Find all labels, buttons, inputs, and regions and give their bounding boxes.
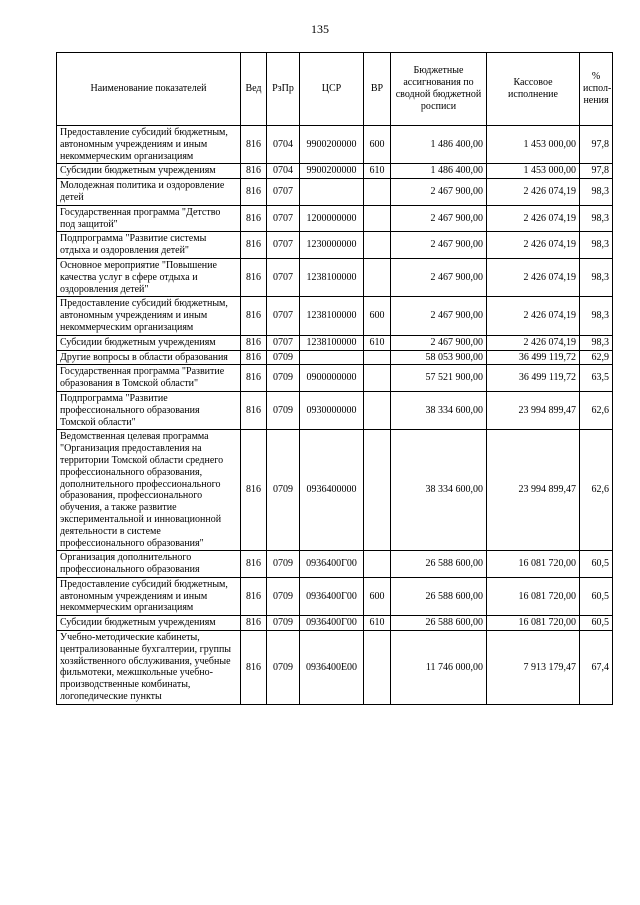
cell-assignments: 2 467 900,00 — [391, 335, 487, 350]
table-row — [57, 616, 613, 631]
cell-rzpr: 0709 — [267, 551, 300, 578]
cell-vr: 600 — [364, 297, 391, 335]
cell-name: Предоставление субсидий бюджетным, автономным учреждениям и иным некоммерческим организациям — [57, 297, 241, 335]
cell-rzpr: 0707 — [267, 258, 300, 296]
cell-vr — [364, 551, 391, 578]
cell-ved: 816 — [241, 126, 267, 164]
cell-rzpr: 0707 — [267, 297, 300, 335]
cell-csr: 0930000000 — [300, 391, 364, 429]
cell-name: Предоставление субсидий бюджетным, автономным учреждениям и иным некоммерческим организациям — [57, 126, 241, 164]
table-row — [57, 258, 613, 296]
cell-csr: 1238100000 — [300, 297, 364, 335]
cell-rzpr: 0709 — [267, 430, 300, 551]
cell-cash-execution: 1 453 000,00 — [487, 126, 580, 164]
cell-rzpr: 0709 — [267, 616, 300, 631]
table-row — [57, 430, 613, 551]
cell-percent: 62,6 — [580, 430, 613, 551]
cell-percent: 98,3 — [580, 297, 613, 335]
header-name: Наименование показателей — [57, 53, 241, 126]
cell-percent: 98,3 — [580, 258, 613, 296]
cell-rzpr: 0709 — [267, 391, 300, 429]
cell-csr: 9900200000 — [300, 126, 364, 164]
cell-name: Подпрограмма "Развитие профессионального образования Томской области" — [57, 391, 241, 429]
cell-ved: 816 — [241, 631, 267, 705]
header-percent: % испол-нения — [580, 53, 613, 126]
cell-assignments: 2 467 900,00 — [391, 205, 487, 232]
cell-percent: 62,9 — [580, 350, 613, 365]
cell-assignments: 1 486 400,00 — [391, 164, 487, 179]
table-row — [57, 577, 613, 615]
table-row — [57, 297, 613, 335]
cell-ved: 816 — [241, 164, 267, 179]
cell-cash-execution: 2 426 074,19 — [487, 335, 580, 350]
cell-csr: 9900200000 — [300, 164, 364, 179]
cell-assignments: 38 334 600,00 — [391, 391, 487, 429]
cell-percent: 97,8 — [580, 164, 613, 179]
cell-assignments: 1 486 400,00 — [391, 126, 487, 164]
cell-vr — [364, 365, 391, 392]
cell-vr — [364, 205, 391, 232]
page-number: 135 — [311, 22, 329, 36]
budget-table — [56, 52, 613, 705]
cell-name: Субсидии бюджетным учреждениям — [57, 616, 241, 631]
cell-cash-execution: 1 453 000,00 — [487, 164, 580, 179]
cell-vr — [364, 258, 391, 296]
cell-vr — [364, 232, 391, 259]
cell-name: Учебно-методические кабинеты, централизованные бухгалтерии, группы хозяйственного обслуживания, учебные фильмотеки, межшкольные учебно-производственные комбинаты, логопедические пункты — [57, 631, 241, 705]
cell-assignments: 2 467 900,00 — [391, 258, 487, 296]
table-header-row — [57, 53, 613, 126]
cell-cash-execution: 7 913 179,47 — [487, 631, 580, 705]
cell-cash-execution: 16 081 720,00 — [487, 577, 580, 615]
cell-ved: 816 — [241, 616, 267, 631]
cell-csr: 1230000000 — [300, 232, 364, 259]
cell-percent: 67,4 — [580, 631, 613, 705]
cell-cash-execution: 16 081 720,00 — [487, 551, 580, 578]
table-row — [57, 126, 613, 164]
cell-percent: 98,3 — [580, 179, 613, 206]
cell-assignments: 26 588 600,00 — [391, 551, 487, 578]
cell-ved: 816 — [241, 335, 267, 350]
cell-cash-execution: 2 426 074,19 — [487, 232, 580, 259]
cell-percent: 62,6 — [580, 391, 613, 429]
cell-percent: 60,5 — [580, 577, 613, 615]
table-row — [57, 335, 613, 350]
cell-cash-execution: 36 499 119,72 — [487, 365, 580, 392]
cell-name: Субсидии бюджетным учреждениям — [57, 164, 241, 179]
cell-ved: 816 — [241, 577, 267, 615]
cell-rzpr: 0709 — [267, 631, 300, 705]
table-row — [57, 205, 613, 232]
cell-name: Государственная программа "Развитие образования в Томской области" — [57, 365, 241, 392]
cell-rzpr: 0707 — [267, 335, 300, 350]
cell-assignments: 2 467 900,00 — [391, 297, 487, 335]
cell-rzpr: 0709 — [267, 577, 300, 615]
cell-percent: 97,8 — [580, 126, 613, 164]
cell-name: Другие вопросы в области образования — [57, 350, 241, 365]
cell-csr: 0936400000 — [300, 430, 364, 551]
cell-percent: 60,5 — [580, 616, 613, 631]
cell-vr — [364, 350, 391, 365]
table-row — [57, 551, 613, 578]
cell-assignments: 2 467 900,00 — [391, 179, 487, 206]
cell-cash-execution: 2 426 074,19 — [487, 179, 580, 206]
cell-assignments: 26 588 600,00 — [391, 577, 487, 615]
cell-percent: 60,5 — [580, 551, 613, 578]
cell-assignments: 11 746 000,00 — [391, 631, 487, 705]
cell-name: Подпрограмма "Развитие системы отдыха и оздоровления детей" — [57, 232, 241, 259]
cell-ved: 816 — [241, 179, 267, 206]
header-assignments: Бюджетные ассигнования по сводной бюджетной росписи — [391, 53, 487, 126]
cell-vr — [364, 631, 391, 705]
table-row — [57, 164, 613, 179]
cell-rzpr: 0704 — [267, 126, 300, 164]
cell-vr: 600 — [364, 126, 391, 164]
cell-cash-execution: 16 081 720,00 — [487, 616, 580, 631]
cell-csr: 1200000000 — [300, 205, 364, 232]
cell-cash-execution: 36 499 119,72 — [487, 350, 580, 365]
cell-name: Ведомственная целевая программа "Организация предоставления на территории Томской области среднего профессионального образования, дополнительного профессионального образования, профессионального обучения, а также развитие экспериментальной и инновационной деятельности в системе профессионального образования" — [57, 430, 241, 551]
cell-ved: 816 — [241, 391, 267, 429]
cell-percent: 98,3 — [580, 232, 613, 259]
cell-csr: 0936400Е00 — [300, 631, 364, 705]
table-row — [57, 391, 613, 429]
header-ved: Вед — [241, 53, 267, 126]
cell-ved: 816 — [241, 350, 267, 365]
cell-vr: 610 — [364, 616, 391, 631]
cell-ved: 816 — [241, 297, 267, 335]
header-rzpr: РзПр — [267, 53, 300, 126]
cell-ved: 816 — [241, 232, 267, 259]
cell-vr — [364, 391, 391, 429]
header-vr: ВР — [364, 53, 391, 126]
cell-assignments: 26 588 600,00 — [391, 616, 487, 631]
cell-percent: 98,3 — [580, 335, 613, 350]
cell-percent: 63,5 — [580, 365, 613, 392]
cell-name: Организация дополнительного профессионального образования — [57, 551, 241, 578]
cell-ved: 816 — [241, 258, 267, 296]
cell-csr — [300, 179, 364, 206]
cell-name: Предоставление субсидий бюджетным, автономным учреждениям и иным некоммерческим организациям — [57, 577, 241, 615]
cell-name: Государственная программа "Детство под защитой" — [57, 205, 241, 232]
cell-csr: 0900000000 — [300, 365, 364, 392]
table-row — [57, 631, 613, 705]
cell-csr: 1238100000 — [300, 335, 364, 350]
cell-ved: 816 — [241, 430, 267, 551]
cell-name: Основное мероприятие "Повышение качества услуг в сфере отдыха и оздоровления детей" — [57, 258, 241, 296]
cell-assignments: 58 053 900,00 — [391, 350, 487, 365]
cell-ved: 816 — [241, 551, 267, 578]
cell-vr: 610 — [364, 335, 391, 350]
cell-rzpr: 0709 — [267, 350, 300, 365]
cell-csr: 0936400Г00 — [300, 577, 364, 615]
cell-cash-execution: 2 426 074,19 — [487, 297, 580, 335]
table-row — [57, 350, 613, 365]
table-row — [57, 179, 613, 206]
cell-csr: 0936400Г00 — [300, 551, 364, 578]
cell-percent: 98,3 — [580, 205, 613, 232]
cell-rzpr: 0709 — [267, 365, 300, 392]
cell-rzpr: 0707 — [267, 179, 300, 206]
cell-ved: 816 — [241, 365, 267, 392]
cell-name: Молодежная политика и оздоровление детей — [57, 179, 241, 206]
cell-vr: 600 — [364, 577, 391, 615]
table-row — [57, 365, 613, 392]
cell-rzpr: 0707 — [267, 205, 300, 232]
cell-cash-execution: 23 994 899,47 — [487, 430, 580, 551]
header-cash-execution: Кассовое исполнение — [487, 53, 580, 126]
cell-assignments: 2 467 900,00 — [391, 232, 487, 259]
cell-vr — [364, 430, 391, 551]
cell-rzpr: 0707 — [267, 232, 300, 259]
cell-ved: 816 — [241, 205, 267, 232]
cell-cash-execution: 23 994 899,47 — [487, 391, 580, 429]
cell-vr — [364, 179, 391, 206]
cell-csr — [300, 350, 364, 365]
cell-assignments: 38 334 600,00 — [391, 430, 487, 551]
cell-rzpr: 0704 — [267, 164, 300, 179]
cell-cash-execution: 2 426 074,19 — [487, 205, 580, 232]
cell-assignments: 57 521 900,00 — [391, 365, 487, 392]
header-csr: ЦСР — [300, 53, 364, 126]
cell-cash-execution: 2 426 074,19 — [487, 258, 580, 296]
cell-csr: 0936400Г00 — [300, 616, 364, 631]
table-row — [57, 232, 613, 259]
cell-vr: 610 — [364, 164, 391, 179]
cell-csr: 1238100000 — [300, 258, 364, 296]
cell-name: Субсидии бюджетным учреждениям — [57, 335, 241, 350]
